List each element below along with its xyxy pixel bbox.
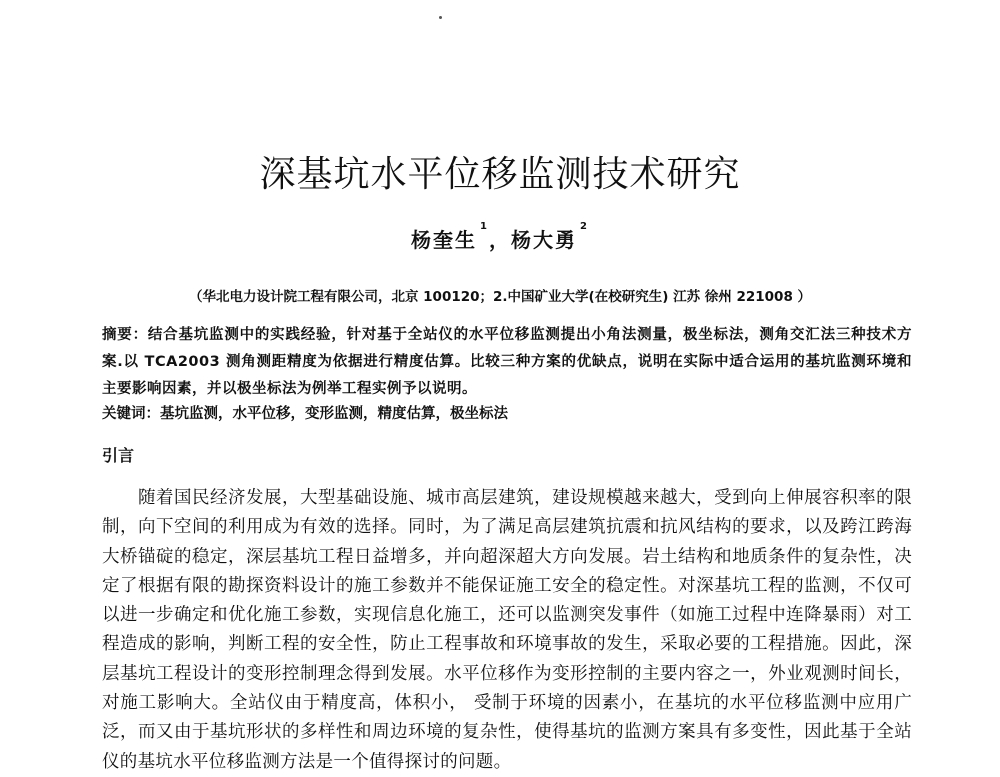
- author-name: 杨大勇: [511, 228, 577, 252]
- author-affiliation-mark: 2: [580, 221, 589, 232]
- author-name: 杨奎生: [411, 228, 478, 252]
- abstract-text: 结合基坑监测中的实践经验，针对基于全站仪的水平位移监测提出小角法测量，极坐标法，测角交汇法三种技术方案.以 TCA2003 测角测距精度为依据进行精度估算。比较三种方案的优缺点，说明在实际中适合运用的基坑监测环境和主要影响因素，并以极坐标法为例举工程实例予以说明。: [102, 327, 913, 397]
- author-line: [0, 221, 1000, 253]
- keywords-label: 关键词：: [102, 406, 160, 422]
- scan-speck: [439, 16, 442, 19]
- keywords: [102, 404, 912, 424]
- body-paragraph: 随着国民经济发展，大型基础设施、城市高层建筑，建设规模越来越大，受到向上伸展容积率的限制，向下空间的利用成为有效的选择。同时，为了满足高层建筑抗震和抗风结构的要求，以及跨江跨海大桥锚碇的稳定，深层基坑工程日益增多，并向超深超大方向发展。岩土结构和地质条件的复杂性，决定了根据有限的勘探资料设计的施工参数并不能保证施工安全的稳定性。对深基坑工程的监测，不仅可以进一步确定和优化施工参数，实现信息化施工，还可以监测突发事件（如施工过程中连降暴雨）对工程造成的影响，判断工程的安全性，防止工程事故和环境事故的发生，采取必要的工程措施。因此，深层基坑工程设计的变形控制理念得到发展。水平位移作为变形控制的主要内容之一，外业观测时间长，对施工影响大。全站仪由于精度高，体积小， 受制于环境的因素小，在基坑的水平位移监测中应用广泛，而又由于基坑形状的多样性和周边环境的复杂性，使得基坑的监测方案具有多变性，因此基于全站仪的基坑水平位移监测方法是一个值得探讨的问题。: [102, 488, 912, 772]
- author-affiliation-mark: 1: [480, 221, 489, 232]
- abstract: [102, 322, 912, 403]
- section-heading: 引言: [102, 446, 135, 465]
- paper-title: 深基坑水平位移监测技术研究: [259, 154, 741, 195]
- abstract-label: 摘要：: [102, 327, 148, 343]
- keywords-text: 基坑监测，水平位移，变形监测，精度估算，极坐标法: [160, 406, 508, 422]
- author-separator: ，: [489, 228, 511, 252]
- affiliation: （华北电力设计院工程有限公司，北京 100120；2.中国矿业大学(在校研究生) 江苏 徐州 221008 ）: [188, 289, 812, 305]
